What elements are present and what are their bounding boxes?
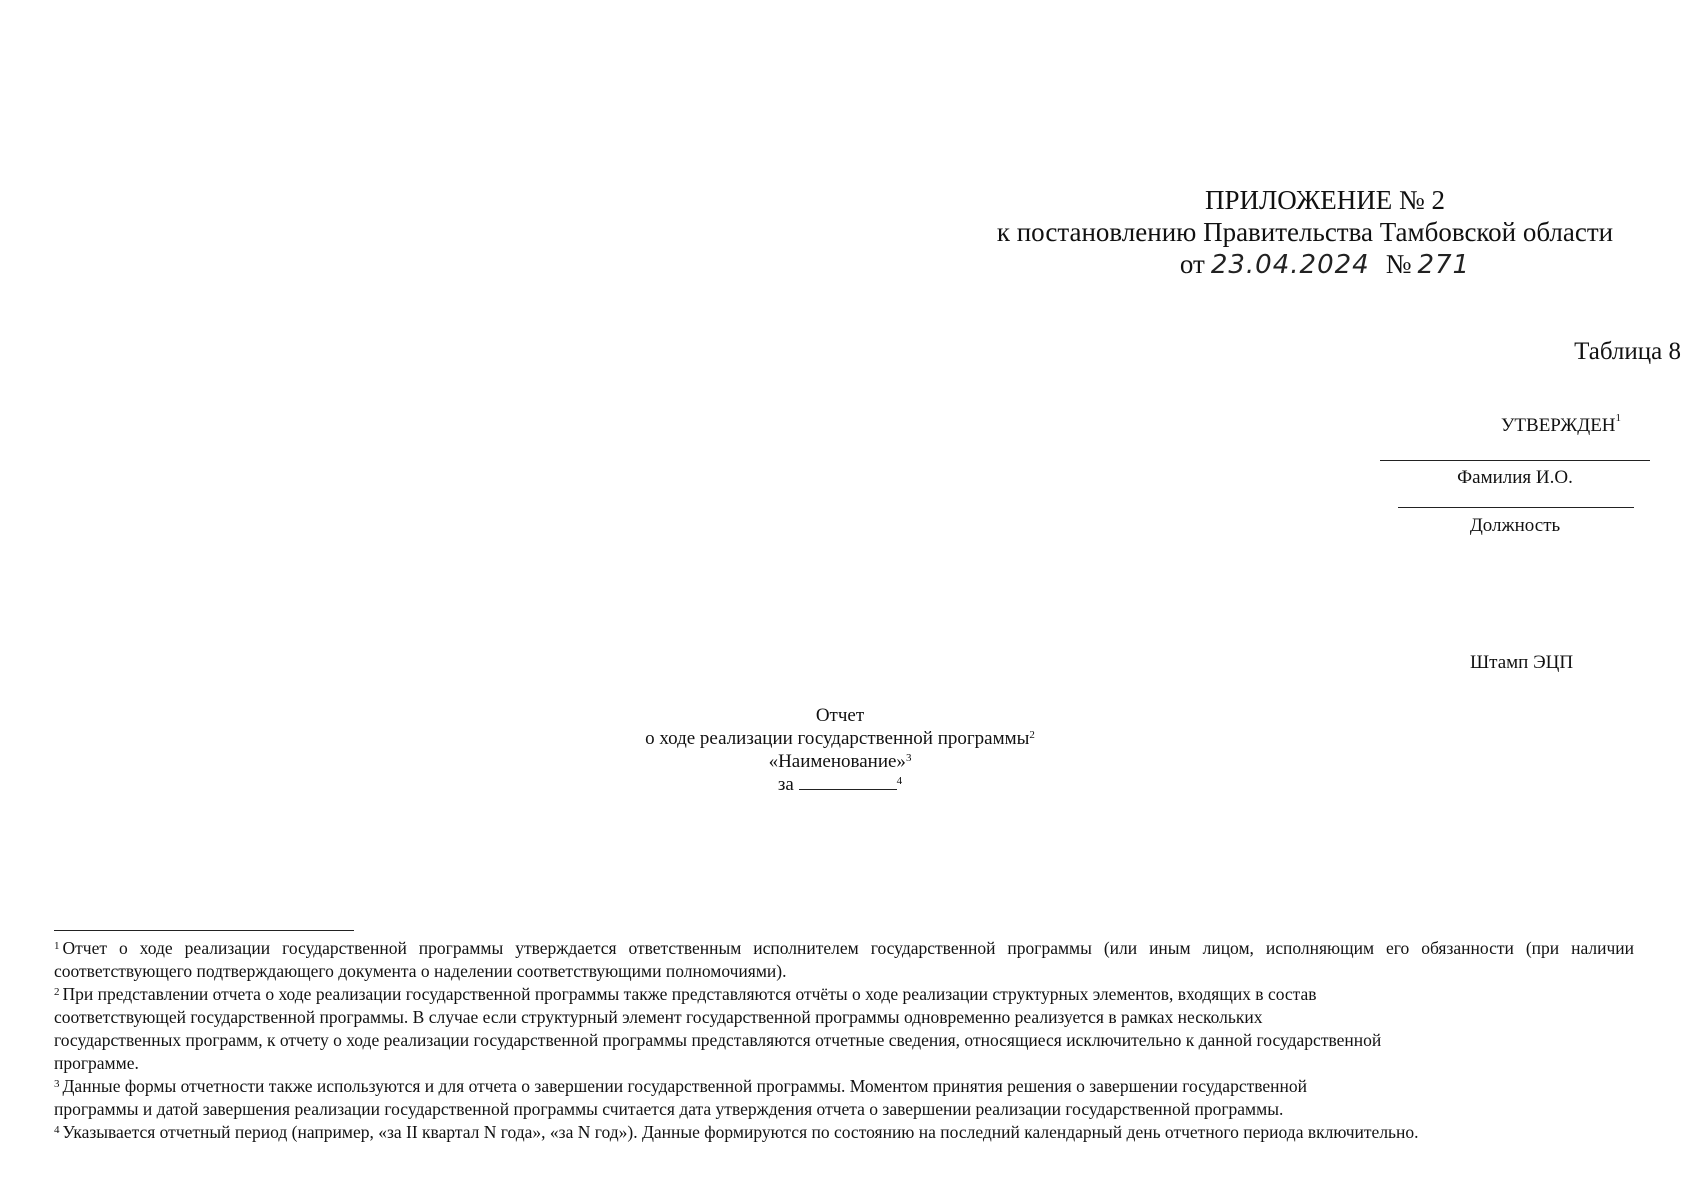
footnote-2 — [54, 983, 1634, 1075]
report-name — [520, 750, 1160, 773]
footnote-number: 1 — [54, 940, 60, 952]
report-subtitle-text: о ходе реализации государственной программы — [645, 728, 1030, 749]
digital-signature-stamp: Штамп ЭЦП — [1470, 652, 1574, 673]
footnote-number: 3 — [54, 1078, 60, 1090]
approval-title — [1380, 412, 1680, 437]
report-period-footnote-ref: 4 — [896, 775, 903, 787]
approval-title-text: УТВЕРЖДЕН — [1500, 415, 1616, 436]
report-period-blank — [799, 773, 897, 790]
footnote-text: Отчет о ходе реализации государственной программы утверждается ответственным исполнителем государственной программы (или иным лицом, исполняющим его обязанности (при наличии соответствующего подтверждающего документа о наделении соответствующими полномочиями). — [54, 938, 1634, 981]
report-name-footnote-ref: 3 — [905, 752, 912, 764]
signature-line-position — [1398, 507, 1634, 508]
footnote-text: государственных программ, к отчету о ходе реализации государственной программы представляются отчетные сведения, относящиеся исключительно к данной государственной — [54, 1030, 1382, 1050]
footnote-text: программе. — [54, 1053, 139, 1073]
handwritten-number: 271 — [1417, 250, 1471, 280]
handwritten-date: 23.04.2024 — [1210, 250, 1370, 280]
footnote-4 — [54, 1121, 1634, 1144]
report-period — [520, 773, 1160, 796]
appendix-title: ПРИЛОЖЕНИЕ № 2 — [1204, 185, 1446, 215]
appendix-reference — [980, 248, 1670, 281]
footnote-text: При представлении отчета о ходе реализации государственной программы также представляются отчёты о ходе реализации структурных элементов, входящих в состав — [62, 984, 1317, 1004]
report-title-block — [520, 704, 1160, 796]
report-period-prefix: за — [777, 774, 794, 795]
report-subtitle-footnote-ref: 2 — [1029, 729, 1035, 741]
footnote-text: Данные формы отчетности также используются и для отчета о завершении государственной программы. Моментом принятия решения о завершении государственной — [62, 1076, 1308, 1096]
from-prefix: от — [1179, 249, 1205, 279]
name-placeholder: Фамилия И.О. — [1457, 467, 1573, 488]
footnote-text: программы и датой завершения реализации государственной программы считается дата утверждения отчета о завершении реализации государственной программы. — [54, 1099, 1284, 1119]
table-label: Таблица 8 — [1574, 338, 1681, 365]
footnote-1 — [54, 937, 1634, 983]
appendix-subtitle: к постановлению Правительства Тамбовской области — [996, 217, 1614, 247]
position-placeholder: Должность — [1469, 515, 1561, 536]
footnote-text: соответствующей государственной программы. В случае если структурный элемент государственной программы одновременно реализуется в рамках нескольких — [54, 1007, 1263, 1027]
footnote-3 — [54, 1075, 1634, 1121]
footnote-separator — [54, 930, 354, 931]
signature-line-name — [1380, 460, 1650, 461]
footnote-number: 2 — [54, 986, 60, 998]
footnote-number: 4 — [54, 1124, 60, 1136]
footnotes — [54, 937, 1634, 1144]
report-name-text: «Наименование» — [768, 751, 906, 772]
report-title: Отчет — [815, 705, 865, 726]
approval-footnote-ref: 1 — [1615, 412, 1622, 424]
footnote-text: Указывается отчетный период (например, «за II квартал N года», «за N год»). Данные формируются по состоянию на последний календарный день отчетного периода включительно. — [62, 1122, 1419, 1142]
appendix-header — [940, 184, 1670, 281]
report-subtitle — [520, 727, 1160, 750]
number-prefix: № — [1385, 249, 1412, 279]
